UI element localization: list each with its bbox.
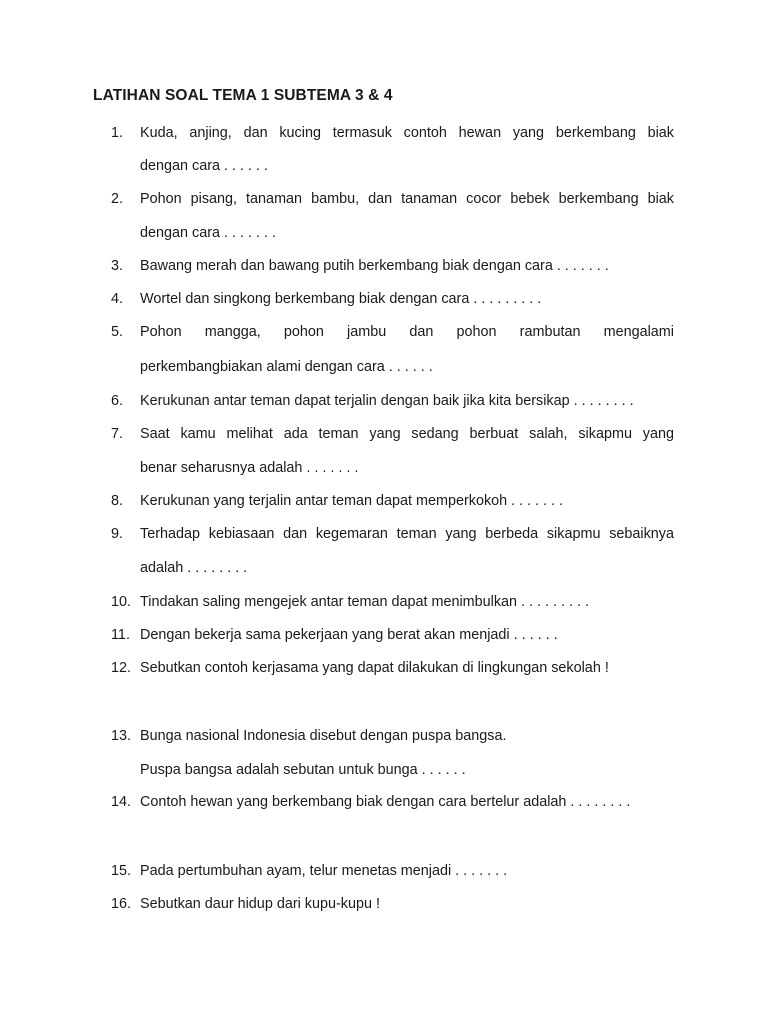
- question-text: Kerukunan antar teman dapat terjalin dengan baik jika kita bersikap . . . . . . . .: [140, 393, 634, 409]
- question-number: 1.: [111, 125, 124, 141]
- worksheet-title: LATIHAN SOAL TEMA 1 SUBTEMA 3 & 4: [93, 87, 393, 104]
- question-text: dengan cara . . . . . .: [140, 158, 268, 174]
- question-7-continuation: [0, 458, 768, 478]
- question-text: benar seharusnya adalah . . . . . . .: [140, 460, 359, 476]
- question-1: [0, 123, 768, 143]
- question-number: 7.: [111, 426, 124, 442]
- question-10: [0, 592, 768, 612]
- question-text: dengan cara . . . . . . .: [140, 225, 276, 241]
- question-number: 10.: [111, 594, 132, 610]
- question-14: [0, 792, 768, 812]
- question-number: 9.: [111, 526, 124, 542]
- question-text: Sebutkan daur hidup dari kupu-kupu !: [140, 896, 381, 912]
- question-text: Kerukunan yang terjalin antar teman dapat memperkokoh . . . . . . .: [140, 493, 564, 509]
- question-text: Puspa bangsa adalah sebutan untuk bunga . . . . . .: [140, 762, 466, 778]
- question-number: 12.: [111, 660, 132, 676]
- question-5: [0, 322, 768, 342]
- question-number: 6.: [111, 393, 124, 409]
- question-number: 16.: [111, 896, 132, 912]
- question-number: 14.: [111, 794, 132, 810]
- question-text: Wortel dan singkong berkembang biak dengan cara . . . . . . . . .: [140, 291, 542, 307]
- question-13-continuation: [0, 760, 768, 780]
- question-text: perkembangbiakan alami dengan cara . . . . . .: [140, 359, 433, 375]
- question-number: 4.: [111, 291, 124, 307]
- question-text: Contoh hewan yang berkembang biak dengan cara bertelur adalah . . . . . . . .: [140, 794, 631, 810]
- question-text: Kuda, anjing, dan kucing termasuk contoh hewan yang berkembang biak: [140, 125, 674, 141]
- question-number: 5.: [111, 324, 124, 340]
- question-text: Pada pertumbuhan ayam, telur menetas menjadi . . . . . . .: [140, 863, 508, 879]
- question-16: [0, 894, 768, 914]
- question-5-continuation: [0, 357, 768, 377]
- question-9: [0, 524, 768, 544]
- question-text: Saat kamu melihat ada teman yang sedang berbuat salah, sikapmu yang: [140, 426, 674, 442]
- question-11: [0, 625, 768, 645]
- question-text: Pohon pisang, tanaman bambu, dan tanaman cocor bebek berkembang biak: [140, 191, 674, 207]
- question-15: [0, 861, 768, 881]
- question-6: [0, 391, 768, 411]
- question-number: 11.: [111, 627, 130, 643]
- question-text: Bawang merah dan bawang putih berkembang biak dengan cara . . . . . . .: [140, 258, 609, 274]
- question-number: 8.: [111, 493, 124, 509]
- question-text: adalah . . . . . . . .: [140, 560, 248, 576]
- question-text: Bunga nasional Indonesia disebut dengan puspa bangsa.: [140, 728, 507, 744]
- question-number: 15.: [111, 863, 132, 879]
- question-2-continuation: [0, 223, 768, 243]
- question-8: [0, 491, 768, 511]
- question-13: [0, 726, 768, 746]
- question-text: Terhadap kebiasaan dan kegemaran teman yang berbeda sikapmu sebaiknya: [140, 526, 674, 542]
- question-9-continuation: [0, 558, 768, 578]
- question-4: [0, 289, 768, 309]
- question-text: Dengan bekerja sama pekerjaan yang berat akan menjadi . . . . . .: [140, 627, 558, 643]
- question-3: [0, 256, 768, 276]
- question-1-continuation: [0, 156, 768, 176]
- question-text: Pohon mangga, pohon jambu dan pohon rambutan mengalami: [140, 324, 674, 340]
- question-number: 2.: [111, 191, 124, 207]
- question-12: [0, 658, 768, 678]
- question-text: Sebutkan contoh kerjasama yang dapat dilakukan di lingkungan sekolah !: [140, 660, 609, 676]
- question-2: [0, 189, 768, 209]
- question-number: 3.: [111, 258, 124, 274]
- question-number: 13.: [111, 728, 132, 744]
- question-7: [0, 424, 768, 444]
- question-text: Tindakan saling mengejek antar teman dapat menimbulkan . . . . . . . . .: [140, 594, 590, 610]
